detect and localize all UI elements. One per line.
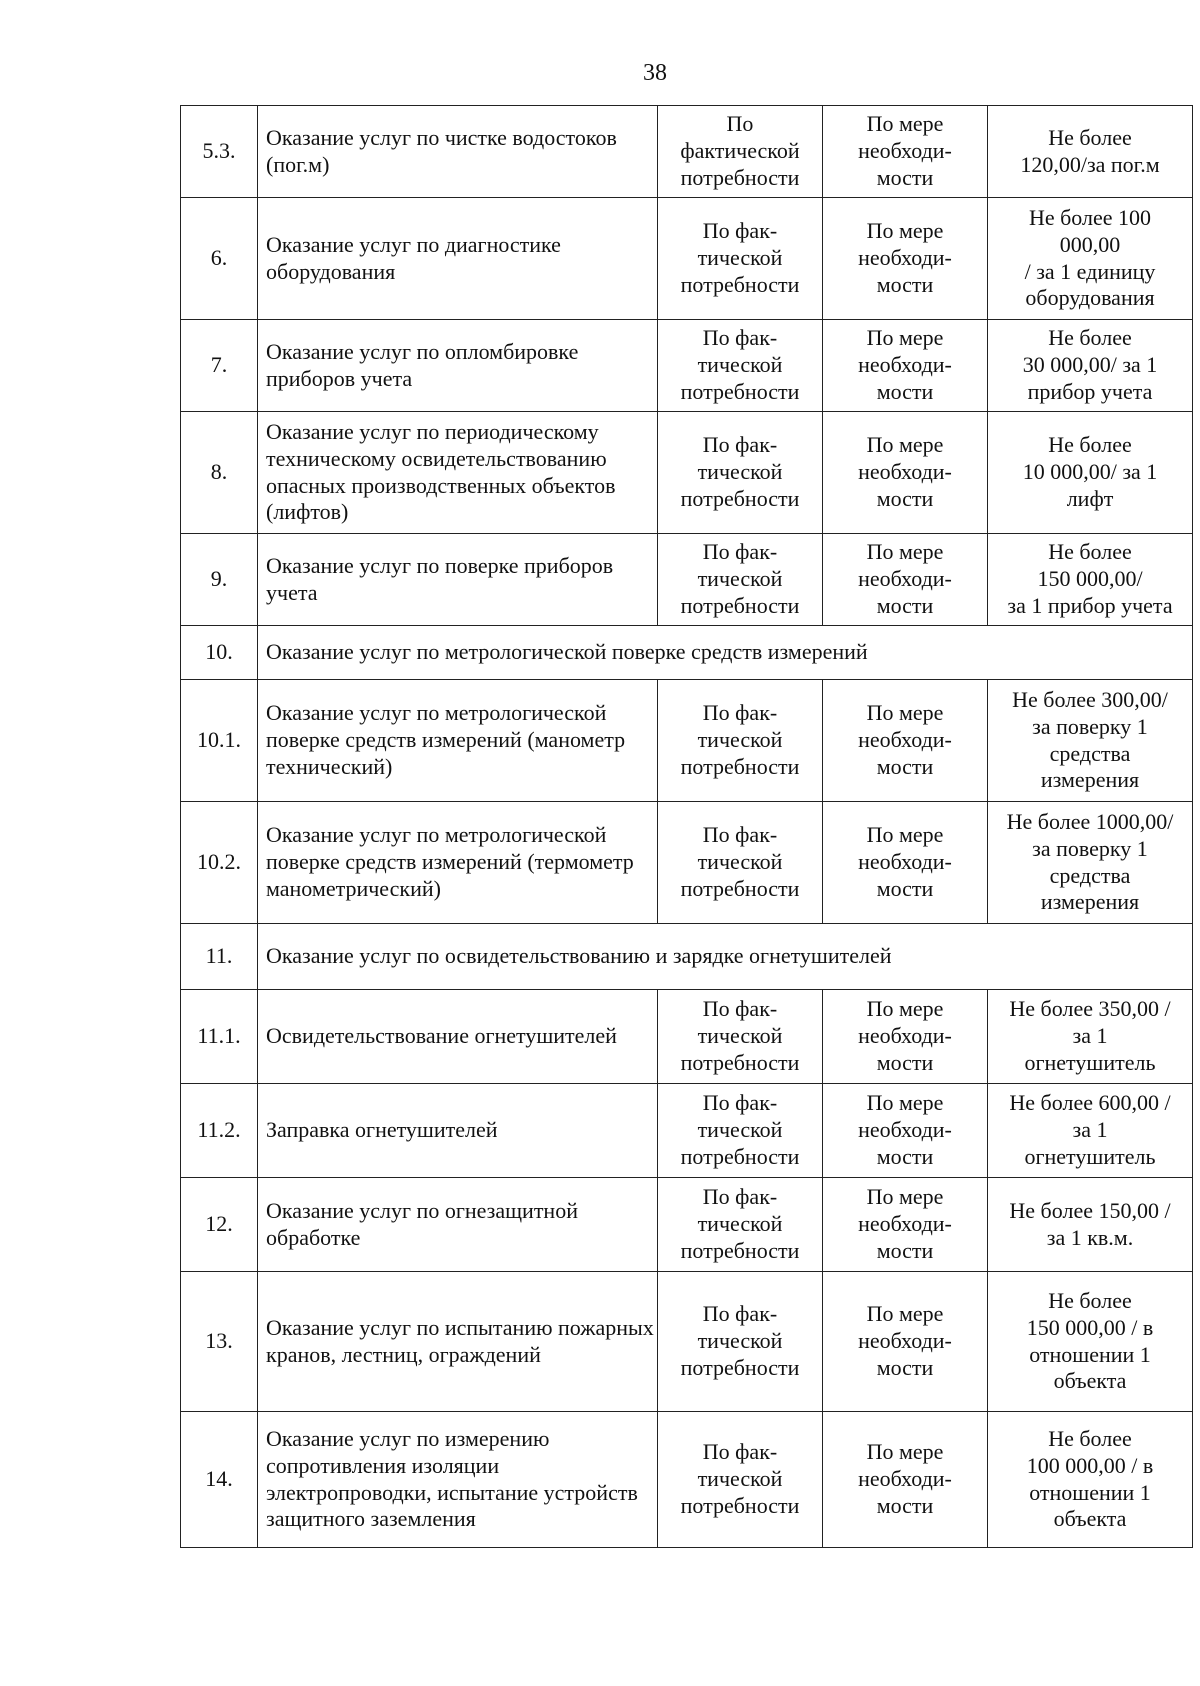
frequency-cell-line: мости [876, 378, 934, 404]
price-cell-line: за 1 [1072, 1117, 1108, 1143]
price-cell [988, 802, 1193, 924]
price-cell-line: Не более [1048, 1287, 1132, 1313]
price-cell-line: за 1 кв.м. [1046, 1224, 1134, 1250]
frequency-cell-line: мости [876, 271, 934, 297]
volume-cell-line: По фак- [702, 432, 778, 458]
volume-cell-line: тической [697, 1023, 783, 1049]
table-row [181, 1272, 1193, 1412]
volume-cell [658, 320, 823, 412]
price-cell-line: 100 000,00 / в [1026, 1452, 1154, 1478]
frequency-cell [823, 1084, 988, 1178]
volume-cell-line: По фак- [702, 218, 778, 244]
frequency-cell-line: необходи- [858, 849, 952, 875]
price-cell-line: средства [1049, 740, 1131, 766]
volume-cell [658, 1178, 823, 1272]
volume-cell [658, 1412, 823, 1548]
volume-cell-line: потребности [680, 1354, 800, 1380]
price-cell [988, 1412, 1193, 1548]
price-cell [988, 1084, 1193, 1178]
price-cell-line: лифт [1066, 485, 1114, 511]
price-cell-line: отношении 1 [1029, 1479, 1151, 1505]
volume-cell-line: По фак- [702, 1184, 778, 1210]
price-cell-line: средства [1049, 862, 1131, 888]
price-cell-line: за поверку 1 [1032, 713, 1148, 739]
frequency-cell-line: необходи- [858, 1023, 952, 1049]
services-table [180, 105, 1193, 1548]
volume-cell [658, 1084, 823, 1178]
frequency-cell-line: мости [876, 1049, 934, 1075]
price-cell-line: Не более 100 [1028, 204, 1152, 230]
frequency-cell-line: мости [876, 485, 934, 511]
price-cell-line: прибор учета [1027, 378, 1153, 404]
price-cell-line: отношении 1 [1029, 1341, 1151, 1367]
item-number: 10.1. [181, 680, 258, 802]
price-cell-line: за 1 прибор учета [1007, 592, 1173, 618]
table-row [181, 320, 1193, 412]
item-number: 11. [181, 924, 258, 990]
price-cell [988, 1272, 1193, 1412]
frequency-cell [823, 412, 988, 534]
price-cell-line: объекта [1053, 1368, 1127, 1394]
item-number: 9. [181, 534, 258, 626]
volume-cell [658, 680, 823, 802]
service-name: Оказание услуг по диагностике оборудования [258, 198, 658, 320]
frequency-cell [823, 1178, 988, 1272]
frequency-cell [823, 990, 988, 1084]
item-number: 6. [181, 198, 258, 320]
service-name: Оказание услуг по метрологической поверке средств измерений (термометр манометрический) [258, 802, 658, 924]
volume-cell-line: потребности [680, 1237, 800, 1263]
volume-cell-line: тической [697, 459, 783, 485]
table-row [181, 1178, 1193, 1272]
frequency-cell-line: По мере [866, 700, 944, 726]
frequency-cell-line: мости [876, 753, 934, 779]
price-cell-line: Не более [1048, 124, 1132, 150]
frequency-cell-line: мости [876, 164, 934, 190]
frequency-cell-line: необходи- [858, 245, 952, 271]
service-name: Оказание услуг по метрологической поверке средств измерений (манометр технический) [258, 680, 658, 802]
price-cell-line: 10 000,00/ за 1 [1022, 459, 1158, 485]
table-row [181, 626, 1193, 680]
frequency-cell-line: необходи- [858, 566, 952, 592]
price-cell-line: огнетушитель [1024, 1143, 1156, 1169]
frequency-cell [823, 1272, 988, 1412]
volume-cell-line: тической [697, 1211, 783, 1237]
service-name: Оказание услуг по освидетельствованию и зарядке огнетушителей [258, 924, 1193, 990]
price-cell [988, 106, 1193, 198]
price-cell-line: 150 000,00/ [1037, 566, 1143, 592]
service-name: Оказание услуг по огнезащитной обработке [258, 1178, 658, 1272]
volume-cell-line: По фак- [702, 996, 778, 1022]
service-name: Оказание услуг по чистке водостоков (пог.м) [258, 106, 658, 198]
service-name: Оказание услуг по измерению сопротивления изоляции электропроводки, испытание устройств защитного заземления [258, 1412, 658, 1548]
price-cell-line: Не более 150,00 / [1009, 1197, 1171, 1223]
price-cell-line: за 1 [1072, 1023, 1108, 1049]
price-cell-line: 000,00 [1059, 231, 1121, 257]
volume-cell-line: По фак- [702, 1090, 778, 1116]
frequency-cell-line: мости [876, 1237, 934, 1263]
table-row [181, 990, 1193, 1084]
volume-cell-line: тической [697, 566, 783, 592]
frequency-cell-line: По мере [866, 1439, 944, 1465]
volume-cell-line: По фак- [702, 539, 778, 565]
item-number: 8. [181, 412, 258, 534]
frequency-cell-line: мости [876, 1354, 934, 1380]
frequency-cell-line: По мере [866, 996, 944, 1022]
table-row [181, 1412, 1193, 1548]
volume-cell-line: потребности [680, 378, 800, 404]
price-cell-line: за поверку 1 [1032, 835, 1148, 861]
volume-cell-line: потребности [680, 1049, 800, 1075]
price-cell [988, 198, 1193, 320]
volume-cell-line: По [726, 111, 754, 137]
item-number: 10.2. [181, 802, 258, 924]
item-number: 13. [181, 1272, 258, 1412]
frequency-cell-line: необходи- [858, 459, 952, 485]
price-cell [988, 680, 1193, 802]
frequency-cell [823, 802, 988, 924]
table-row [181, 802, 1193, 924]
frequency-cell-line: необходи- [858, 138, 952, 164]
item-number: 12. [181, 1178, 258, 1272]
volume-cell-line: потребности [680, 1143, 800, 1169]
frequency-cell-line: По мере [866, 539, 944, 565]
item-number: 14. [181, 1412, 258, 1548]
volume-cell-line: По фак- [702, 700, 778, 726]
price-cell-line: объекта [1053, 1506, 1127, 1532]
volume-cell-line: тической [697, 727, 783, 753]
service-name: Оказание услуг по метрологической поверке средств измерений [258, 626, 1193, 680]
frequency-cell-line: По мере [866, 325, 944, 351]
table-row [181, 106, 1193, 198]
volume-cell-line: тической [697, 1466, 783, 1492]
price-cell-line: 120,00/за пог.м [1020, 151, 1160, 177]
volume-cell-line: По фак- [702, 822, 778, 848]
price-cell-line: / за 1 единицу [1024, 258, 1156, 284]
frequency-cell-line: По мере [866, 1090, 944, 1116]
frequency-cell-line: необходи- [858, 1466, 952, 1492]
frequency-cell [823, 534, 988, 626]
frequency-cell [823, 680, 988, 802]
frequency-cell [823, 106, 988, 198]
service-name: Оказание услуг по поверке приборов учета [258, 534, 658, 626]
price-cell-line: измерения [1040, 767, 1140, 793]
price-cell [988, 534, 1193, 626]
item-number: 5.3. [181, 106, 258, 198]
frequency-cell-line: мости [876, 875, 934, 901]
volume-cell-line: тической [697, 849, 783, 875]
price-cell-line: огнетушитель [1024, 1049, 1156, 1075]
table-row [181, 1084, 1193, 1178]
volume-cell-line: По фак- [702, 1301, 778, 1327]
frequency-cell-line: По мере [866, 1301, 944, 1327]
volume-cell-line: потребности [680, 875, 800, 901]
volume-cell [658, 990, 823, 1084]
volume-cell-line: фактической [680, 138, 800, 164]
price-cell-line: Не более [1048, 325, 1132, 351]
price-cell-line: Не более [1048, 432, 1132, 458]
volume-cell-line: потребности [680, 1492, 800, 1518]
volume-cell [658, 534, 823, 626]
item-number: 11.1. [181, 990, 258, 1084]
frequency-cell-line: По мере [866, 111, 944, 137]
table-row [181, 412, 1193, 534]
volume-cell [658, 802, 823, 924]
table-row [181, 680, 1193, 802]
frequency-cell-line: необходи- [858, 1117, 952, 1143]
price-cell-line: 150 000,00 / в [1026, 1314, 1154, 1340]
price-cell-line: Не более 600,00 / [1009, 1090, 1171, 1116]
price-cell [988, 320, 1193, 412]
price-cell-line: 30 000,00/ за 1 [1022, 352, 1158, 378]
price-cell-line: Не более [1048, 1425, 1132, 1451]
table-row [181, 924, 1193, 990]
volume-cell-line: тической [697, 352, 783, 378]
volume-cell-line: потребности [680, 164, 800, 190]
price-cell [988, 1178, 1193, 1272]
volume-cell-line: потребности [680, 592, 800, 618]
item-number: 11.2. [181, 1084, 258, 1178]
price-cell-line: Не более 300,00/ [1012, 686, 1168, 712]
volume-cell-line: По фак- [702, 1439, 778, 1465]
frequency-cell-line: необходи- [858, 1211, 952, 1237]
volume-cell [658, 1272, 823, 1412]
service-name: Заправка огнетушителей [258, 1084, 658, 1178]
volume-cell-line: потребности [680, 753, 800, 779]
frequency-cell-line: мости [876, 592, 934, 618]
volume-cell-line: тической [697, 1328, 783, 1354]
volume-cell-line: По фак- [702, 325, 778, 351]
frequency-cell [823, 1412, 988, 1548]
frequency-cell-line: По мере [866, 218, 944, 244]
volume-cell-line: потребности [680, 271, 800, 297]
frequency-cell-line: необходи- [858, 352, 952, 378]
frequency-cell-line: По мере [866, 432, 944, 458]
frequency-cell-line: необходи- [858, 1328, 952, 1354]
item-number: 7. [181, 320, 258, 412]
price-cell-line: Не более 1000,00/ [1006, 808, 1174, 834]
volume-cell-line: тической [697, 245, 783, 271]
table-row [181, 534, 1193, 626]
frequency-cell [823, 198, 988, 320]
volume-cell [658, 106, 823, 198]
frequency-cell-line: По мере [866, 1184, 944, 1210]
frequency-cell-line: мости [876, 1492, 934, 1518]
frequency-cell-line: мости [876, 1143, 934, 1169]
price-cell-line: измерения [1040, 889, 1140, 915]
price-cell [988, 990, 1193, 1084]
volume-cell [658, 412, 823, 534]
price-cell-line: Не более [1048, 539, 1132, 565]
table-row [181, 198, 1193, 320]
service-name: Оказание услуг по испытанию пожарных кранов, лестниц, ограждений [258, 1272, 658, 1412]
frequency-cell-line: необходи- [858, 727, 952, 753]
service-name: Освидетельствование огнетушителей [258, 990, 658, 1084]
volume-cell-line: потребности [680, 485, 800, 511]
price-cell-line: оборудования [1025, 285, 1155, 311]
service-name: Оказание услуг по опломбировке приборов учета [258, 320, 658, 412]
volume-cell-line: тической [697, 1117, 783, 1143]
volume-cell [658, 198, 823, 320]
frequency-cell-line: По мере [866, 822, 944, 848]
price-cell-line: Не более 350,00 / [1009, 996, 1171, 1022]
frequency-cell [823, 320, 988, 412]
item-number: 10. [181, 626, 258, 680]
price-cell [988, 412, 1193, 534]
service-name: Оказание услуг по периодическому техническому освидетельствованию опасных производственных объектов (лифтов) [258, 412, 658, 534]
page-number: 38 [643, 60, 667, 86]
